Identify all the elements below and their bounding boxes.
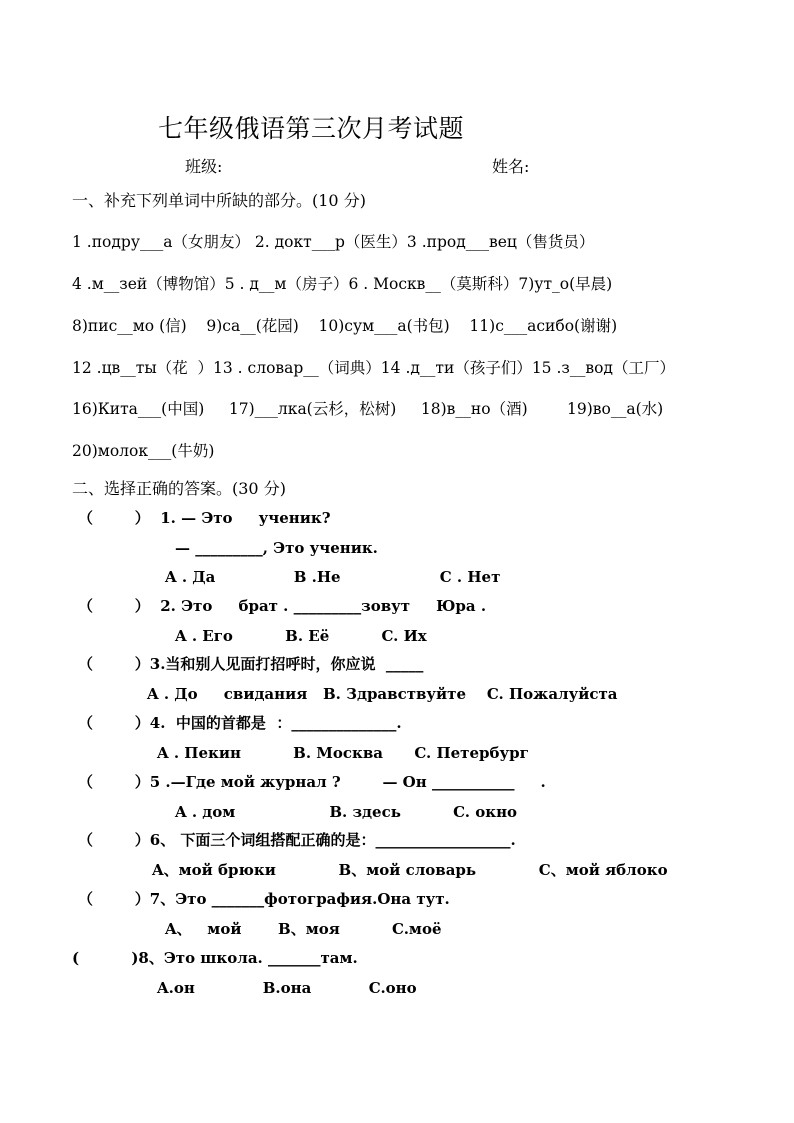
- class-label: 班级:: [185, 157, 223, 176]
- question-8-options: A.он B.она C.оно: [157, 979, 417, 997]
- fill-line-5: 16)Кита___(中国) 17)___лка(云杉，松树) 18)в__но（酒) 19)во__а(水): [72, 400, 664, 418]
- section2-heading: 二、选择正确的答案。(30 分): [72, 479, 286, 498]
- page-title: 七年级俄语第三次月考试题: [158, 114, 465, 143]
- name-label: 姓名:: [492, 157, 530, 176]
- fill-line-2: 4 .м__зей（博物馆）5 . д__м（房子）6 . Москв__（莫斯科）7)ут_о(早晨): [72, 275, 613, 293]
- question-2: （ ） 2. Это брат . _________зовут Юра .: [78, 597, 487, 615]
- question-5: （ ）5 .—Где мой журнал ? — Он ___________ .: [78, 773, 546, 791]
- question-1-line-2: — _________, Это ученик.: [175, 539, 378, 557]
- fill-line-3: 8)пис__мо (信) 9)са__(花园) 10)сум___а(书包) 11)с___асибо(谢谢): [72, 317, 618, 335]
- question-1-options: A . Да B .Не C . Нет: [165, 568, 501, 586]
- question-6-options: A、мой брюки B、мой словарь C、мой яблоко: [152, 861, 668, 879]
- fill-line-4: 12 .цв__ты（花 ）13 . словар__（词典）14 .д__ти（孩子们）15 .з__вод（工厂）: [72, 359, 675, 377]
- question-7: （ ）7、Это _______фотография.Она тут.: [78, 890, 450, 908]
- question-5-options: A . дом B. здесь C. окно: [175, 803, 518, 821]
- fill-line-1: 1 .подру___a（女朋友） 2. докт___р（医生）3 .прод___вец（售货员）: [72, 233, 595, 251]
- question-1: （ ） 1. — Это ученик?: [78, 509, 331, 527]
- question-2-options: A . Его B. Её C. Их: [175, 627, 427, 645]
- question-3-options: A . До свидания B. Здравствуйте C. Пожалуйста: [147, 685, 618, 703]
- question-3: （ ）3.当和别人见面打招呼时，你应说 _____: [78, 655, 424, 673]
- question-8: ( )8、Это школа. _______там.: [72, 949, 358, 967]
- question-4: （ ）4. 中国的首都是 ：______________.: [78, 714, 402, 732]
- question-6: （ ）6、 下面三个词组搭配正确的是：__________________.: [78, 831, 516, 849]
- question-7-options: A、 мой B、моя C.моё: [165, 920, 442, 938]
- fill-line-6: 20)молок___(牛奶): [72, 442, 215, 460]
- question-4-options: A . Пекин B. Москва C. Петербург: [157, 744, 529, 762]
- section1-heading: 一、补充下列单词中所缺的部分。(10 分): [72, 191, 366, 210]
